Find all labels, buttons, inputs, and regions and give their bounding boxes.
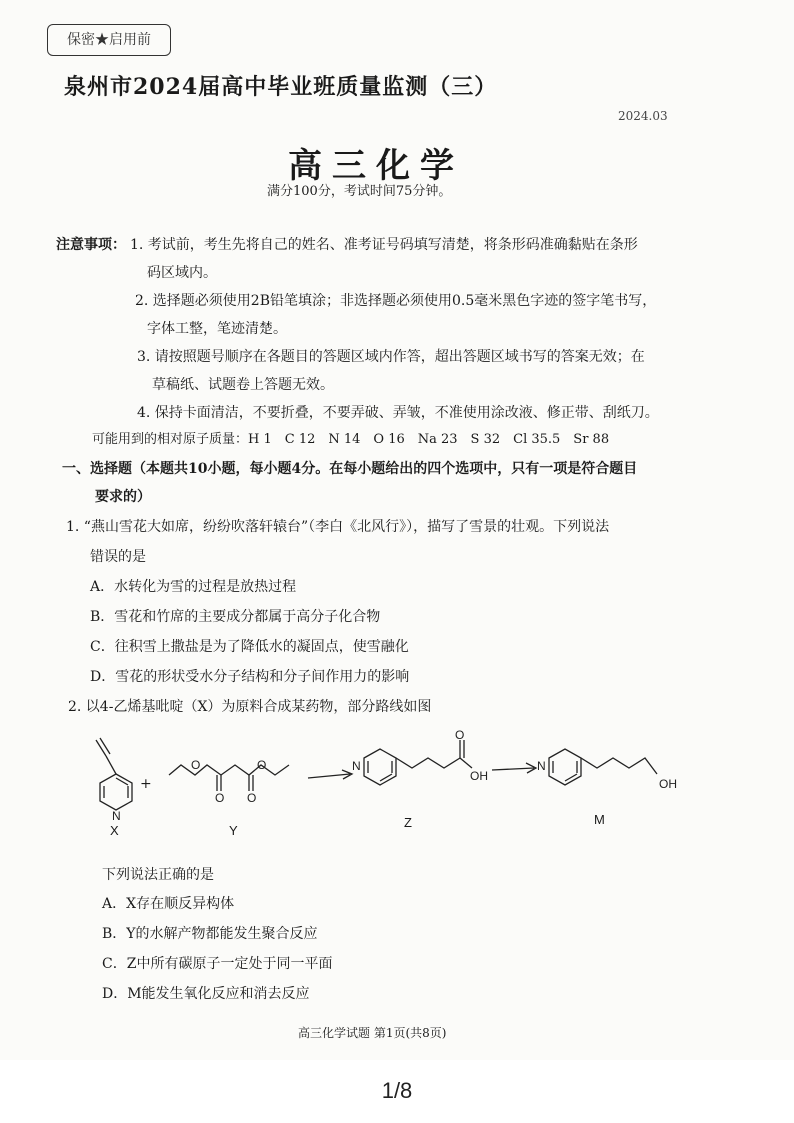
- m-pyridine-ring: [549, 749, 581, 785]
- z-nitrogen-label: N: [352, 759, 361, 773]
- q1-stem-cont: 错误的是: [90, 549, 146, 565]
- label-z: Z: [404, 815, 412, 830]
- label-y: Y: [229, 823, 238, 838]
- q1-option-c: C．往积雪上撒盐是为了降低水的凝固点，使雪融化: [90, 639, 409, 655]
- page-footer: 高三化学试题 第1页(共8页): [298, 1026, 447, 1040]
- note-2-cont: 字体工整，笔迹清楚。: [147, 321, 287, 337]
- molecule-y: [165, 755, 305, 815]
- exam-date: 2024.03: [618, 109, 668, 123]
- reaction-arrow-2: [490, 763, 540, 777]
- note-1: 1. 考试前，考生先将自己的姓名、准考证号码填写清楚，将条形码准确黏贴在条形: [130, 237, 638, 253]
- x-vinyl-double-bond: [96, 740, 106, 756]
- z-hydroxyl-label: OH: [470, 769, 488, 783]
- atomic-masses: 可能用到的相对原子质量：H 1 C 12 N 14 O 16 Na 23 S 32 Cl 35.5 Sr 88: [92, 432, 610, 447]
- q1-option-b: B．雪花和竹席的主要成分都属于高分子化合物: [90, 609, 381, 625]
- x-pyridine-ring: [100, 774, 132, 810]
- y-oxygen-label: O: [257, 758, 267, 772]
- z-chain: [396, 758, 460, 768]
- m-hydroxyl-label: OH: [659, 777, 677, 791]
- q2-option-c: C．Z中所有碳原子一定处于同一平面: [102, 956, 333, 972]
- m-chain: [581, 758, 657, 774]
- q1-stem: 1. “燕山雪花大如席，纷纷吹落轩辕台”（李白《北风行》），描写了雪景的壮观。下列说法: [66, 519, 610, 535]
- y-oxygen-label: O: [191, 758, 201, 772]
- z-oxygen-label: O: [455, 728, 465, 742]
- q1-option-d: D．雪花的形状受水分子结构和分子间作用力的影响: [90, 669, 410, 685]
- z-hydroxyl-bond: [460, 758, 472, 768]
- subject-title: 高三化学: [288, 146, 464, 186]
- q2-option-b: B．Y的水解产物都能发生聚合反应: [102, 926, 318, 942]
- score-time-line: 满分100分，考试时间75分钟。: [267, 184, 452, 199]
- q2-option-d: D．M能发生氧化反应和消去反应: [102, 986, 310, 1002]
- x-nitrogen-label: N: [112, 809, 121, 823]
- notes-label: 注意事项：: [56, 237, 126, 253]
- reaction-plus: +: [140, 776, 152, 792]
- y-oxygen-label: O: [215, 791, 225, 805]
- section-heading-cont: 要求的）: [95, 489, 151, 505]
- exam-title: 泉州市2024届高中毕业班质量监测（三）: [64, 74, 498, 100]
- note-4: 4. 保持卡面清洁，不要折叠，不要弄破、弄皱，不准使用涂改液、修正带、刮纸刀。: [137, 405, 659, 421]
- x-vinyl-bond: [106, 756, 116, 774]
- molecule-z: [350, 730, 500, 810]
- note-2: 2. 选择题必须使用2B铅笔填涂；非选择题必须使用0.5毫米黑色字迹的签字笔书写，: [135, 293, 657, 309]
- q2-prompt: 下列说法正确的是: [102, 867, 214, 883]
- z-pyridine-ring: [364, 749, 396, 785]
- y-skeleton: [169, 765, 289, 775]
- page-indicator: 1/8: [381, 1078, 413, 1103]
- reaction-arrow-1: [306, 770, 356, 784]
- q1-option-a: A．水转化为雪的过程是放热过程: [90, 579, 297, 595]
- label-m: M: [594, 812, 605, 827]
- m-nitrogen-label: N: [537, 759, 546, 773]
- note-3-cont: 草稿纸、试题卷上答题无效。: [152, 377, 334, 393]
- molecule-m: [535, 730, 695, 810]
- x-vinyl-double-bond: [100, 738, 110, 754]
- q2-option-a: A．X存在顺反异构体: [102, 896, 235, 912]
- y-oxygen-label: O: [247, 791, 257, 805]
- note-1-cont: 码区域内。: [147, 265, 217, 281]
- label-x: X: [110, 823, 119, 838]
- confidential-stamp: 保密★启用前: [47, 24, 171, 56]
- note-3: 3. 请按照题号顺序在各题目的答题区域内作答，超出答题区域书写的答案无效；在: [137, 349, 645, 365]
- section-heading: 一、选择题（本题共10小题，每小题4分。在每小题给出的四个选项中，只有一项是符合题目: [62, 461, 638, 477]
- q2-stem: 2. 以4-乙烯基吡啶（X）为原料合成某药物，部分路线如图: [68, 699, 432, 715]
